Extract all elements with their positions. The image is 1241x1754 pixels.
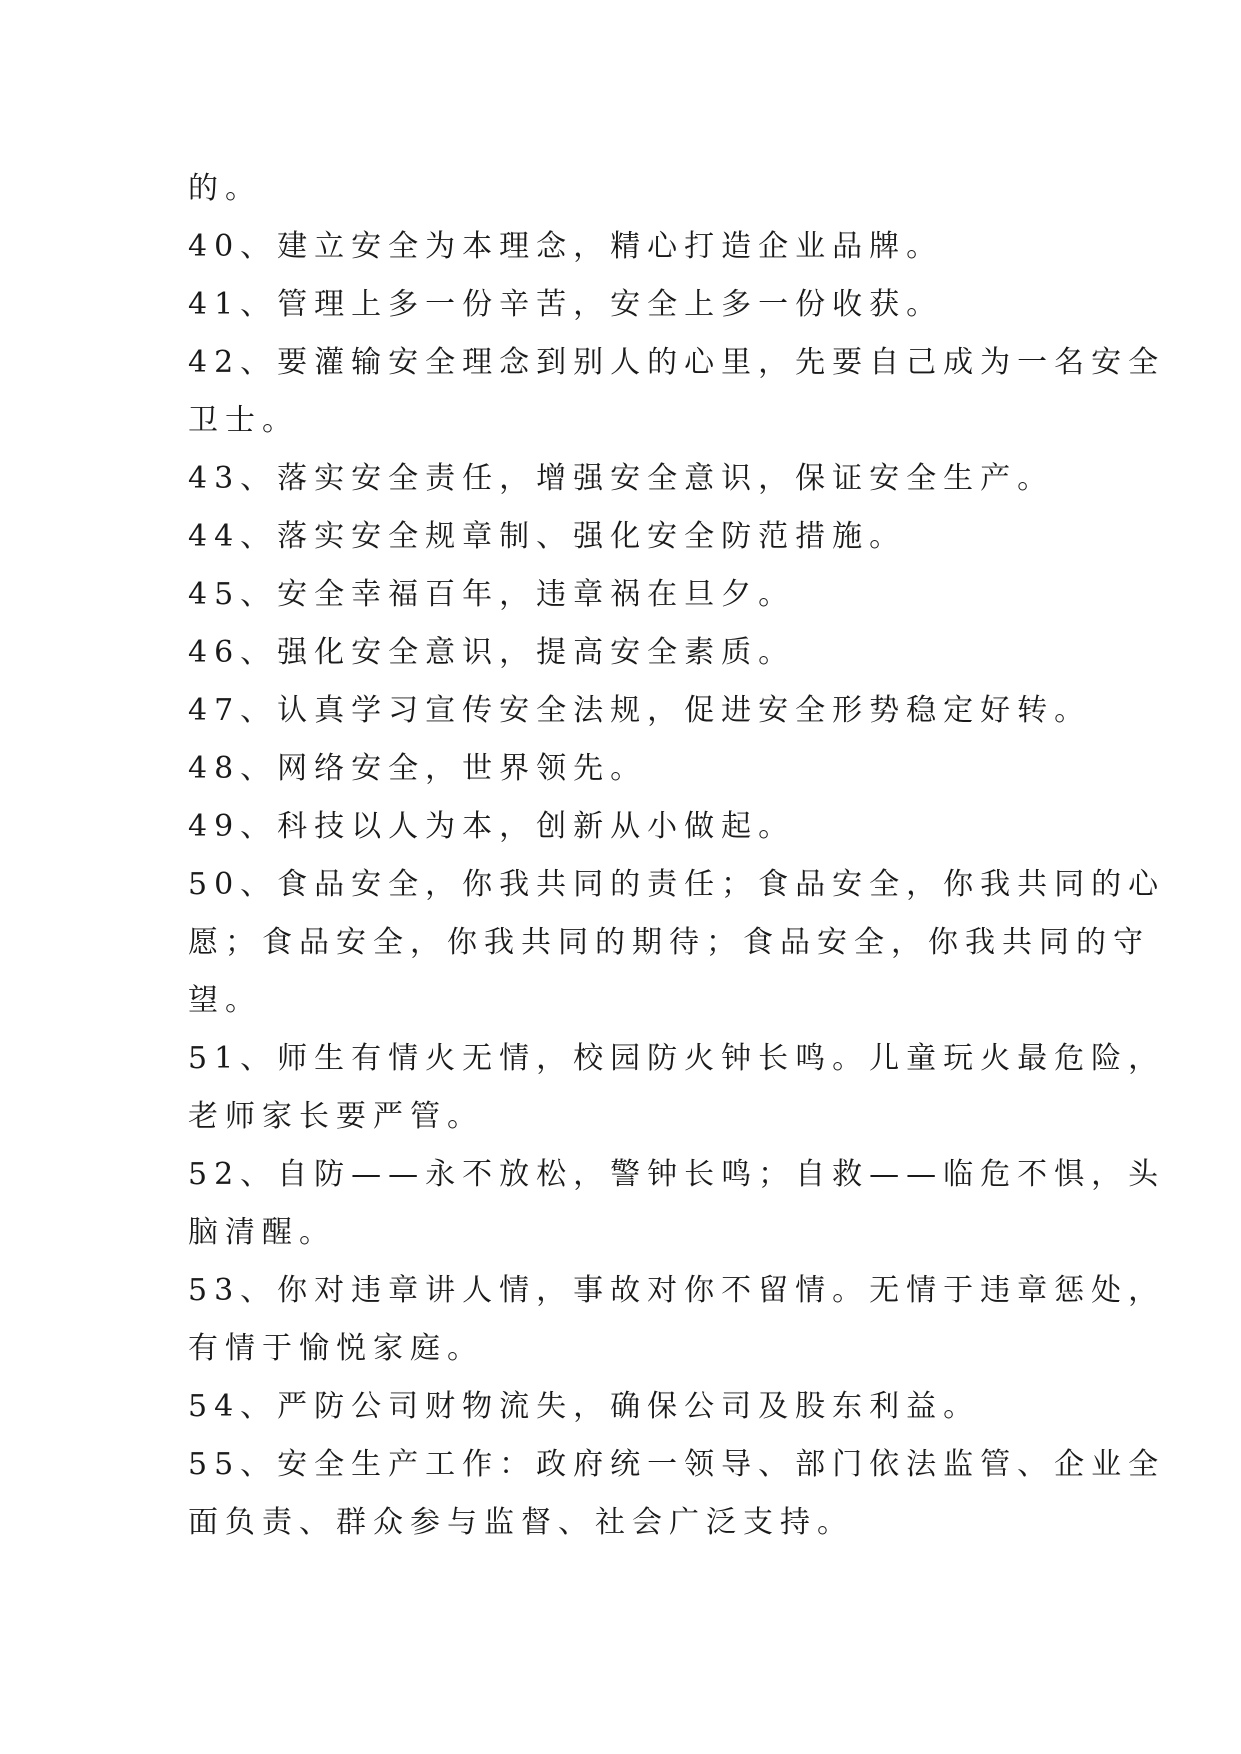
text-line: 有情于愉悦家庭。 bbox=[188, 1331, 484, 1366]
text-line: 46、强化安全意识，提高安全素质。 bbox=[188, 635, 796, 670]
text-line: 卫士。 bbox=[188, 403, 299, 438]
text-line: 43、落实安全责任，增强安全意识，保证安全生产。 bbox=[188, 461, 1055, 496]
text-line: 老师家长要严管。 bbox=[188, 1099, 484, 1134]
text-line: 脑清醒。 bbox=[188, 1215, 336, 1250]
text-line: 44、落实安全规章制、强化安全防范措施。 bbox=[188, 519, 907, 554]
text-line: 53、你对违章讲人情，事故对你不留情。无情于违章惩处， bbox=[188, 1273, 1166, 1308]
text-line: 49、科技以人为本，创新从小做起。 bbox=[188, 809, 796, 844]
text-line: 47、认真学习宣传安全法规，促进安全形势稳定好转。 bbox=[188, 693, 1092, 728]
text-line: 的。 bbox=[188, 171, 262, 206]
text-line: 望。 bbox=[188, 983, 262, 1018]
document-body bbox=[188, 160, 1166, 1552]
text-line: 52、自防——永不放松，警钟长鸣；自救——临危不惧，头 bbox=[188, 1157, 1166, 1192]
text-line: 50、食品安全，你我共同的责任；食品安全，你我共同的心 bbox=[188, 867, 1166, 902]
text-line: 愿；食品安全，你我共同的期待；食品安全，你我共同的守 bbox=[188, 925, 1150, 960]
text-line: 54、严防公司财物流失，确保公司及股东利益。 bbox=[188, 1389, 981, 1424]
text-line: 55、安全生产工作：政府统一领导、部门依法监管、企业全 bbox=[188, 1447, 1166, 1482]
text-line: 45、安全幸福百年，违章祸在旦夕。 bbox=[188, 577, 796, 612]
text-line: 面负责、群众参与监督、社会广泛支持。 bbox=[188, 1505, 854, 1540]
text-line: 51、师生有情火无情，校园防火钟长鸣。儿童玩火最危险， bbox=[188, 1041, 1166, 1076]
text-line: 40、建立安全为本理念，精心打造企业品牌。 bbox=[188, 229, 944, 264]
text-line: 42、要灌输安全理念到别人的心里，先要自己成为一名安全 bbox=[188, 345, 1166, 380]
text-line: 48、网络安全，世界领先。 bbox=[188, 751, 648, 786]
text-line: 41、管理上多一份辛苦，安全上多一份收获。 bbox=[188, 287, 944, 322]
